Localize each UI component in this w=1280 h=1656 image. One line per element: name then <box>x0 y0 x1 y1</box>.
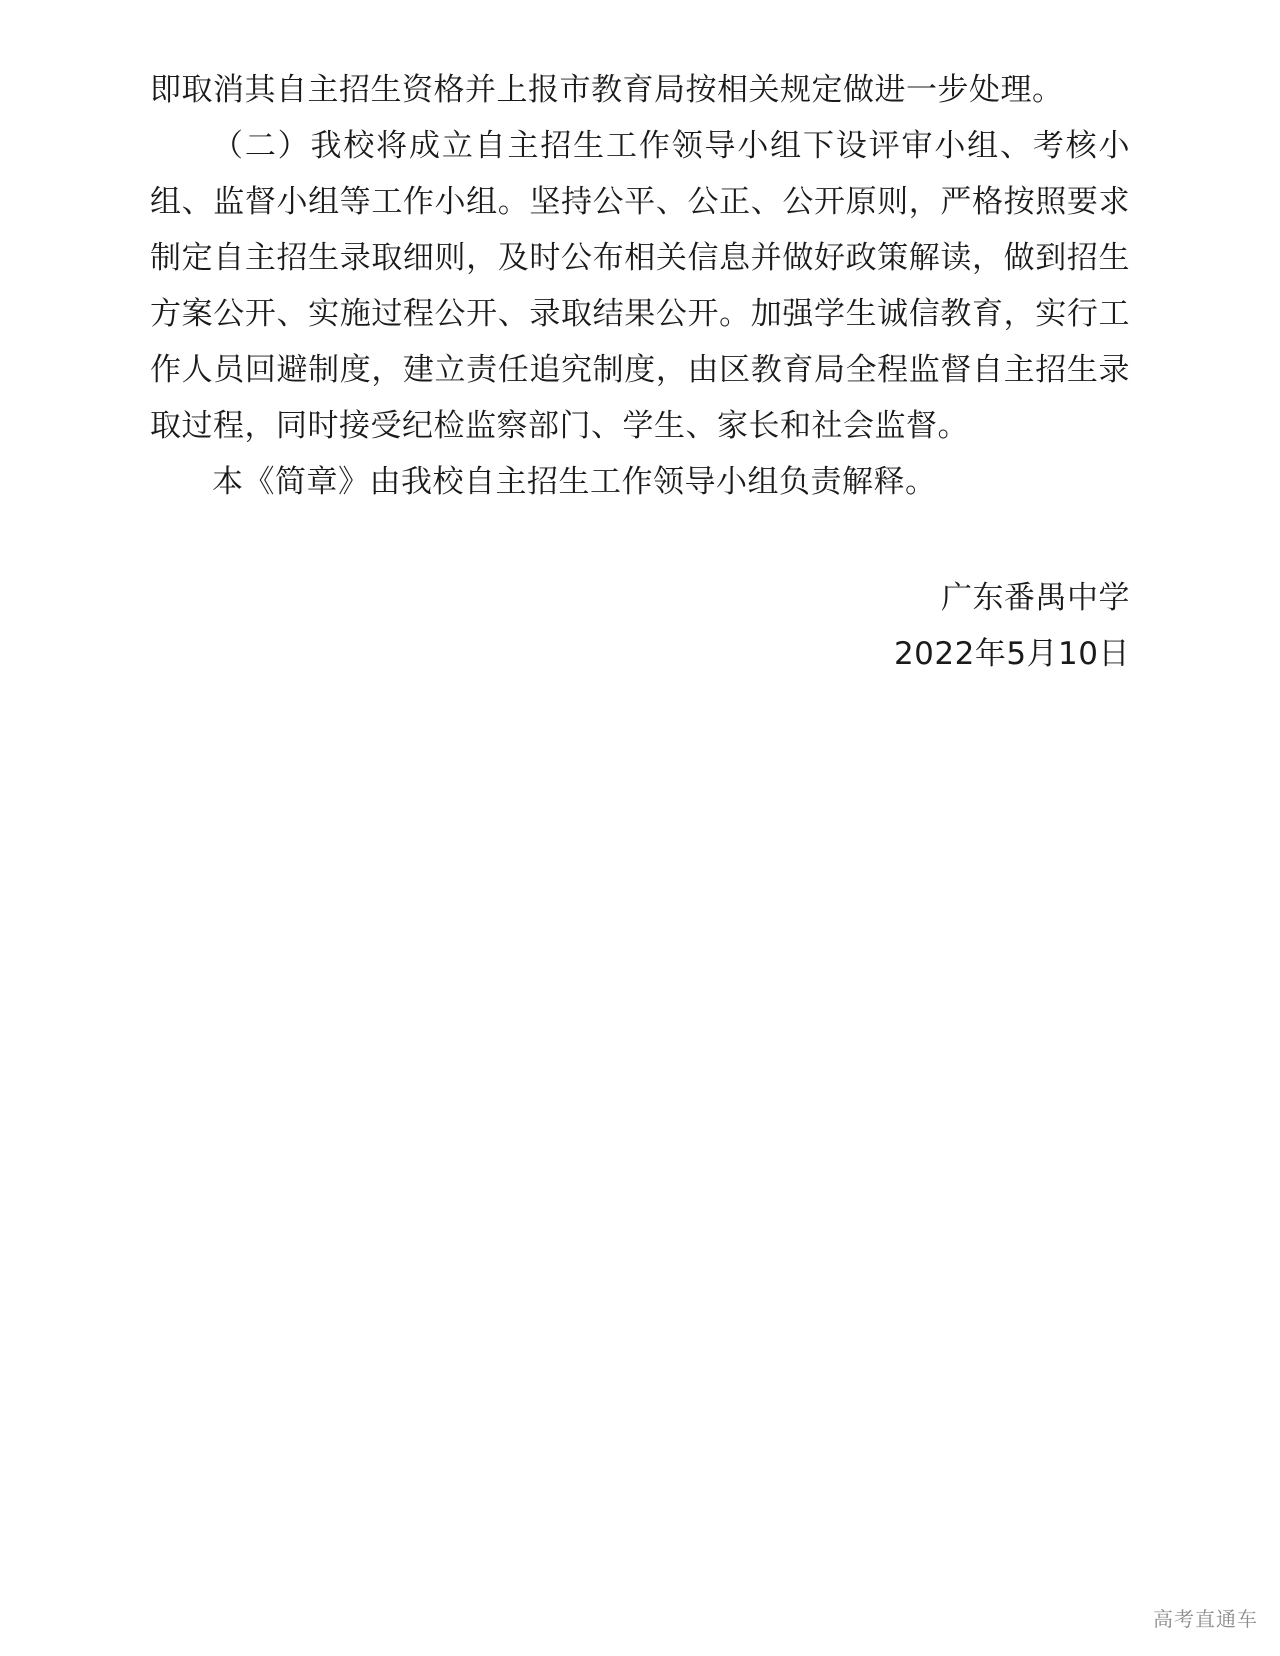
signature-organization: 广东番禺中学 <box>941 580 1130 616</box>
paragraph-supervision: （二）我校将成立自主招生工作领导小组下设评审小组、考核小组、监督小组等工作小组。坚持公平、公正、公开原则，严格按照要求制定自主招生录取细则，及时公布相关信息并做好政策解读，做到招生方案公开、实施过程公开、录取结果公开。加强学生诚信教育，实行工作人员回避制度，建立责任追究制度，由区教育局全程监督自主招生录取过程，同时接受纪检监察部门、学生、家长和社会监督。 <box>150 128 1130 444</box>
paragraph-interpretation: 本《简章》由我校自主招生工作领导小组负责解释。 <box>212 464 937 500</box>
watermark-text: 高考直通车 <box>1153 1607 1258 1631</box>
paragraph-continuation: 即取消其自主招生资格并上报市教育局按相关规定做进一步处理。 <box>150 72 1064 108</box>
signature-block <box>894 570 1130 682</box>
document-body <box>150 62 1130 510</box>
signature-date: 2022年5月10日 <box>893 636 1130 672</box>
